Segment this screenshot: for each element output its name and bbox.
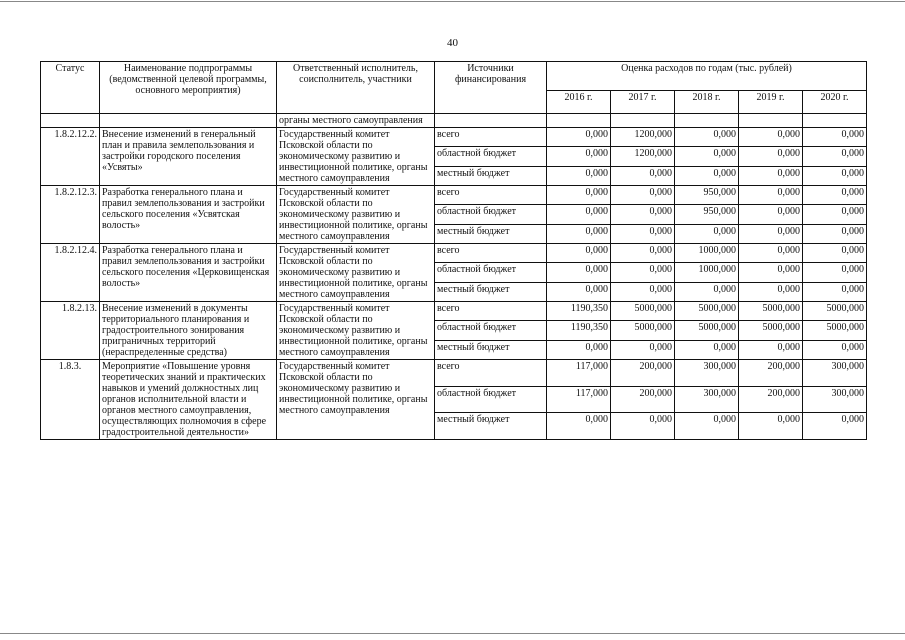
value-cell: 950,000 [675,186,739,205]
header-estimate: Оценка расходов по годам (тыс. рублей) [547,62,867,91]
header-year: 2018 г. [675,91,739,114]
value-cell: 0,000 [547,166,611,185]
value-cell: 0,000 [803,128,867,147]
value-cell: 5000,000 [675,321,739,340]
source-label: местный бюджет [435,166,547,185]
table-cell [100,114,277,128]
header-year: 2019 г. [739,91,803,114]
value-cell: 0,000 [611,186,675,205]
value-cell: 1200,000 [611,128,675,147]
header-status: Статус [41,62,100,114]
value-cell: 5000,000 [739,302,803,321]
table-row [41,244,867,263]
table-row [41,302,867,321]
value-cell: 0,000 [803,244,867,263]
table-row [41,186,867,205]
value-cell: 300,000 [803,360,867,387]
value-cell: 0,000 [803,205,867,224]
value-cell: 0,000 [803,186,867,205]
value-cell: 0,000 [611,166,675,185]
value-cell: 0,000 [611,340,675,359]
value-cell: 117,000 [547,386,611,413]
table-cell [41,114,100,128]
value-cell: 1190,350 [547,302,611,321]
source-label: всего [435,302,547,321]
source-label: местный бюджет [435,413,547,440]
value-cell: 0,000 [611,244,675,263]
value-cell: 5000,000 [675,302,739,321]
value-cell: 200,000 [611,386,675,413]
value-cell: 0,000 [611,224,675,243]
row-code: 1.8.2.12.3. [41,186,100,244]
value-cell: 1200,000 [611,147,675,166]
value-cell: 0,000 [611,263,675,282]
value-cell: 0,000 [547,186,611,205]
value-cell: 1190,350 [547,321,611,340]
value-cell: 200,000 [739,386,803,413]
scan-edge-top [0,1,905,2]
value-cell: 5000,000 [803,302,867,321]
row-executor: Государственный комитет Псковской области по экономическому развитию и инвестиционной политике, органы местного самоуправления [277,128,435,186]
value-cell: 0,000 [803,340,867,359]
row-executor: Государственный комитет Псковской области по экономическому развитию и инвестиционной политике, органы местного самоуправления [277,186,435,244]
budget-table [40,61,867,440]
value-cell: 117,000 [547,360,611,387]
source-label: всего [435,244,547,263]
value-cell: 0,000 [803,224,867,243]
row-executor: Государственный комитет Псковской области по экономическому развитию и инвестиционной политике, органы местного самоуправления [277,244,435,302]
value-cell: 0,000 [611,413,675,440]
table-row [41,360,867,387]
source-label: областной бюджет [435,263,547,282]
header-executor: Ответственный исполнитель, соисполнитель, участники [277,62,435,114]
value-cell: 300,000 [675,360,739,387]
value-cell: 0,000 [739,147,803,166]
value-cell: 1000,000 [675,263,739,282]
header-year: 2016 г. [547,91,611,114]
value-cell: 0,000 [547,244,611,263]
table-row [41,128,867,147]
value-cell: 0,000 [611,205,675,224]
table-cell [675,114,739,128]
page-number: 40 [447,37,458,49]
row-code: 1.8.2.12.4. [41,244,100,302]
value-cell: 0,000 [803,166,867,185]
source-label: всего [435,128,547,147]
source-label: областной бюджет [435,147,547,166]
value-cell: 0,000 [739,340,803,359]
value-cell: 0,000 [547,147,611,166]
value-cell: 200,000 [739,360,803,387]
value-cell: 0,000 [611,282,675,301]
value-cell: 0,000 [803,413,867,440]
header-year: 2020 г. [803,91,867,114]
table-cell [611,114,675,128]
value-cell: 0,000 [547,205,611,224]
source-label: всего [435,360,547,387]
row-name: Внесение изменений в генеральный план и правила землепользования и застройки городского поселения «Усвяты» [100,128,277,186]
value-cell: 0,000 [803,147,867,166]
row-name: Мероприятие «Повышение уровня теоретических знаний и практических навыков и умений должностных лиц органов исполнительной власти и органов местного самоуправления, осуществляющих полномочия в сфере градостроительной деятельности» [100,360,277,440]
source-label: местный бюджет [435,282,547,301]
source-label: областной бюджет [435,386,547,413]
value-cell: 200,000 [611,360,675,387]
row-executor: Государственный комитет Псковской области по экономическому развитию и инвестиционной политике, органы местного самоуправления [277,302,435,360]
table-cell [739,114,803,128]
value-cell: 0,000 [739,166,803,185]
value-cell: 0,000 [675,147,739,166]
value-cell: 5000,000 [611,302,675,321]
value-cell: 0,000 [675,340,739,359]
value-cell: 5000,000 [611,321,675,340]
row-code: 1.8.3. [41,360,100,440]
value-cell: 0,000 [675,128,739,147]
source-label: областной бюджет [435,321,547,340]
value-cell: 0,000 [547,224,611,243]
continuation-text: органы местного самоуправления [277,114,435,128]
table-cell [547,114,611,128]
value-cell: 0,000 [739,186,803,205]
value-cell: 0,000 [739,244,803,263]
value-cell: 0,000 [739,205,803,224]
source-label: местный бюджет [435,224,547,243]
header-year: 2017 г. [611,91,675,114]
source-label: всего [435,186,547,205]
value-cell: 0,000 [739,413,803,440]
value-cell: 300,000 [803,386,867,413]
value-cell: 1000,000 [675,244,739,263]
header-name: Наименование подпрограммы (ведомственной целевой программы, основного мероприятия) [100,62,277,114]
value-cell: 300,000 [675,386,739,413]
row-name: Разработка генерального плана и правил землепользования и застройки сельского поселения «Усвятская волость» [100,186,277,244]
value-cell: 0,000 [803,282,867,301]
value-cell: 0,000 [739,224,803,243]
value-cell: 0,000 [739,128,803,147]
value-cell: 950,000 [675,205,739,224]
value-cell: 0,000 [675,413,739,440]
table-cell [803,114,867,128]
value-cell: 0,000 [547,263,611,282]
value-cell: 0,000 [547,413,611,440]
row-name: Внесение изменений в документы территориального планирования и градостроительного зонирования приграничных территорий (нераспределенные средства) [100,302,277,360]
value-cell: 0,000 [739,282,803,301]
continuation-row [41,114,867,128]
value-cell: 0,000 [675,282,739,301]
value-cell: 0,000 [675,166,739,185]
table-cell [435,114,547,128]
value-cell: 0,000 [547,282,611,301]
row-executor: Государственный комитет Псковской области по экономическому развитию и инвестиционной политике, органы местного самоуправления [277,360,435,440]
value-cell: 0,000 [547,340,611,359]
source-label: областной бюджет [435,205,547,224]
value-cell: 0,000 [739,263,803,282]
scan-edge-bottom [0,633,905,634]
row-name: Разработка генерального плана и правил землепользования и застройки сельского поселения «Церковищенская волость» [100,244,277,302]
header-sources: Источники финансирования [435,62,547,114]
row-code: 1.8.2.12.2. [41,128,100,186]
value-cell: 5000,000 [739,321,803,340]
row-code: 1.8.2.13. [41,302,100,360]
value-cell: 0,000 [675,224,739,243]
source-label: местный бюджет [435,340,547,359]
value-cell: 5000,000 [803,321,867,340]
value-cell: 0,000 [803,263,867,282]
value-cell: 0,000 [547,128,611,147]
